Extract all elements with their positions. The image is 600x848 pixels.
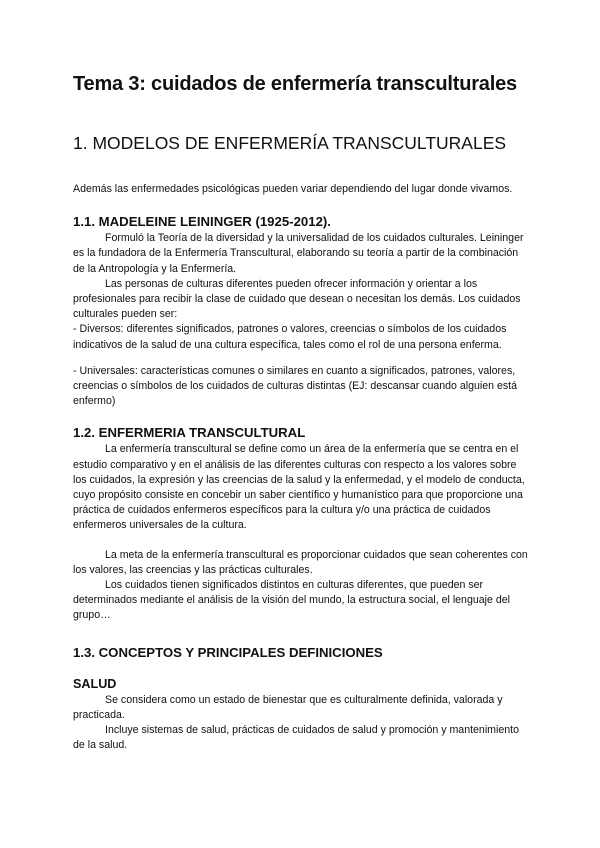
salud-paragraph-1: Se considera como un estado de bienestar que es culturalmente definida, valorada y practicada. <box>73 693 503 721</box>
section-1-1-paragraph-1: Formuló la Teoría de la diversidad y la universalidad de los cuidados culturales. Leininger es la fundadora de la Enfermería Transcultural, elaborando su teoría a partir de la combinación de la Antropología y la Enfermería. <box>73 232 524 275</box>
section-1-1-paragraph-2: Las personas de culturas diferentes pueden ofrecer información y orientar a los profesionales para recibir la clase de cuidado que desean o necesitan los demás. Los cuidados culturales pueden ser: <box>73 277 521 321</box>
section-1-heading: 1. MODELOS DE ENFERMERÍA TRANSCULTURALES <box>73 133 507 153</box>
section-1-3-heading: 1.3. CONCEPTOS Y PRINCIPALES DEFINICIONES <box>73 644 383 660</box>
salud-heading: SALUD <box>73 676 117 691</box>
document-title: Tema 3: cuidados de enfermería transculturales <box>73 73 517 95</box>
document-page <box>73 70 529 753</box>
section-1-2-paragraph-3: Los cuidados tienen significados distintos en culturas diferentes, que pueden ser determinados mediante el análisis de la visión del mundo, la estructura social, el lenguaje del grupo… <box>73 579 510 622</box>
section-1-2-paragraph-1: La enfermería transcultural se define como un área de la enfermería que se centra en el estudio comparativo y en el análisis de las diferentes culturas con respecto a los valores sobre los cuidados, la expresión y las creencias de la salud y la enfermedad, y el modelo de conducta, cuyo propósito consiste en concebir un saber científico y humanístico para que proporcione una práctica de cuidados enfermeros específicos para la cultura y/o una práctica de cuidados enfermeros universales de la cultura. <box>73 443 525 532</box>
section-1-1-list-item-universales: - Universales: características comunes o similares en cuanto a significados, patrones, valores, creencias o símbolos de los cuidados de culturas distintas (EJ: descansar cuando alguien está enfermo) <box>73 364 518 408</box>
section-1-1-heading: 1.1. MADELEINE LEININGER (1925-2012). <box>73 214 331 230</box>
salud-paragraph-2: Incluye sistemas de salud, prácticas de cuidados de salud y promoción y mantenimiento de la salud. <box>73 724 519 752</box>
section-1-1-list-item-diversos: - Diversos: diferentes significados, patrones o valores, creencias o símbolos de los cuidados indicativos de la salud de una cultura específica, tales como el rol de una persona enferma. <box>73 323 507 351</box>
section-1-2-heading: 1.2. ENFERMERIA TRANSCULTURAL <box>73 425 306 441</box>
section-1-2-paragraph-2: La meta de la enfermería transcultural es proporcionar cuidados que sean coherentes con los valores, las creencias y las prácticas culturales. <box>73 548 528 576</box>
section-1-intro: Además las enfermedades psicológicas pueden variar dependiendo del lugar donde vivamos. <box>73 183 513 195</box>
